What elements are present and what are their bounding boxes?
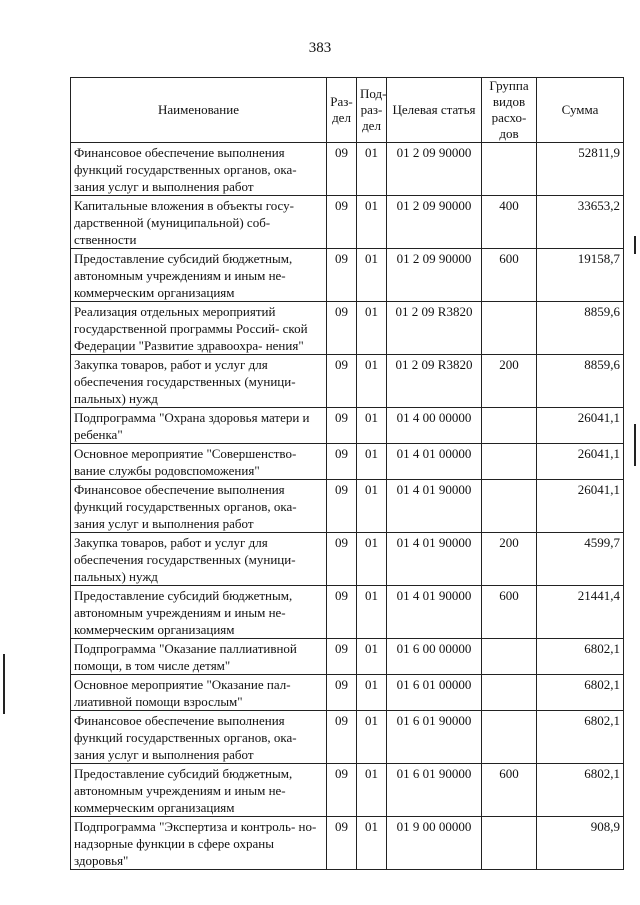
- table-row: [71, 764, 624, 817]
- cell-section: 09: [327, 639, 357, 675]
- cell-section: 09: [327, 817, 357, 870]
- cell-sum: 6802,1: [537, 639, 624, 675]
- cell-target: 01 2 09 90000: [387, 196, 482, 249]
- cell-section: 09: [327, 302, 357, 355]
- cell-sum: 19158,7: [537, 249, 624, 302]
- cell-sum: 6802,1: [537, 764, 624, 817]
- cell-target: 01 4 01 90000: [387, 586, 482, 639]
- cell-name: Закупка товаров, работ и услуг для обеспечения государственных (муници- пальных) нужд: [71, 355, 327, 408]
- cell-name: Подпрограмма "Охрана здоровья матери и ребенка": [71, 408, 327, 444]
- cell-subsection: 01: [357, 302, 387, 355]
- cell-group: [482, 302, 537, 355]
- cell-target: 01 2 09 R3820: [387, 355, 482, 408]
- table-row: [71, 302, 624, 355]
- cell-group: [482, 143, 537, 196]
- cell-sum: 6802,1: [537, 675, 624, 711]
- cell-name: Закупка товаров, работ и услуг для обеспечения государственных (муници- пальных) нужд: [71, 533, 327, 586]
- cell-subsection: 01: [357, 533, 387, 586]
- header-subsection: Под- раз- дел: [357, 78, 387, 143]
- cell-name: Финансовое обеспечение выполнения функций государственных органов, ока- зания услуг и выполнения работ: [71, 480, 327, 533]
- cell-subsection: 01: [357, 196, 387, 249]
- cell-subsection: 01: [357, 408, 387, 444]
- cell-subsection: 01: [357, 480, 387, 533]
- cell-section: 09: [327, 143, 357, 196]
- cell-sum: 4599,7: [537, 533, 624, 586]
- cell-subsection: 01: [357, 639, 387, 675]
- table-row: [71, 533, 624, 586]
- cell-name: Основное мероприятие "Совершенство- вание службы родовспоможения": [71, 444, 327, 480]
- cell-name: Подпрограмма "Экспертиза и контроль- но-надзорные функции в сфере охраны здоровья": [71, 817, 327, 870]
- cell-sum: 8859,6: [537, 302, 624, 355]
- table-body: [71, 143, 624, 870]
- cell-name: Предоставление субсидий бюджетным, автономным учреждениям и иным не- коммерческим организациям: [71, 764, 327, 817]
- cell-group: [482, 817, 537, 870]
- cell-target: 01 4 00 00000: [387, 408, 482, 444]
- table-header-row: [71, 78, 624, 143]
- table-row: [71, 249, 624, 302]
- cell-target: 01 2 09 R3820: [387, 302, 482, 355]
- cell-section: 09: [327, 586, 357, 639]
- cell-sum: 33653,2: [537, 196, 624, 249]
- table-row: [71, 408, 624, 444]
- cell-target: 01 6 00 00000: [387, 639, 482, 675]
- cell-group: 600: [482, 764, 537, 817]
- cell-subsection: 01: [357, 764, 387, 817]
- cell-group: 400: [482, 196, 537, 249]
- cell-sum: 26041,1: [537, 480, 624, 533]
- cell-sum: 26041,1: [537, 408, 624, 444]
- cell-group: [482, 711, 537, 764]
- cell-group: [482, 480, 537, 533]
- cell-section: 09: [327, 764, 357, 817]
- cell-sum: 26041,1: [537, 444, 624, 480]
- cell-target: 01 6 01 00000: [387, 675, 482, 711]
- cell-target: 01 2 09 90000: [387, 249, 482, 302]
- scan-edge-mark: [634, 424, 636, 466]
- header-sum: Сумма: [537, 78, 624, 143]
- cell-name: Капитальные вложения в объекты госу- дарственной (муниципальной) соб- ственности: [71, 196, 327, 249]
- table-row: [71, 480, 624, 533]
- cell-name: Предоставление субсидий бюджетным, автономным учреждениям и иным не- коммерческим организациям: [71, 249, 327, 302]
- cell-subsection: 01: [357, 711, 387, 764]
- cell-sum: 21441,4: [537, 586, 624, 639]
- cell-group: 600: [482, 249, 537, 302]
- cell-subsection: 01: [357, 675, 387, 711]
- cell-sum: 8859,6: [537, 355, 624, 408]
- table-row: [71, 143, 624, 196]
- cell-target: 01 4 01 90000: [387, 533, 482, 586]
- cell-subsection: 01: [357, 586, 387, 639]
- cell-sum: 52811,9: [537, 143, 624, 196]
- cell-section: 09: [327, 533, 357, 586]
- cell-name: Основное мероприятие "Оказание пал- лиативной помощи взрослым": [71, 675, 327, 711]
- scan-edge-mark: [3, 654, 5, 714]
- header-section: Раз- дел: [327, 78, 357, 143]
- cell-subsection: 01: [357, 444, 387, 480]
- table-row: [71, 711, 624, 764]
- cell-group: 600: [482, 586, 537, 639]
- cell-section: 09: [327, 444, 357, 480]
- page-number: 383: [308, 40, 332, 56]
- cell-subsection: 01: [357, 249, 387, 302]
- cell-target: 01 9 00 00000: [387, 817, 482, 870]
- cell-group: [482, 408, 537, 444]
- cell-name: Финансовое обеспечение выполнения функций государственных органов, ока- зания услуг и выполнения работ: [71, 711, 327, 764]
- table-row: [71, 817, 624, 870]
- cell-section: 09: [327, 480, 357, 533]
- cell-sum: 908,9: [537, 817, 624, 870]
- cell-target: 01 6 01 90000: [387, 711, 482, 764]
- cell-section: 09: [327, 675, 357, 711]
- cell-name: Реализация отдельных мероприятий государственной программы Россий- ской Федерации "Развитие здравоохра- нения": [71, 302, 327, 355]
- cell-subsection: 01: [357, 355, 387, 408]
- cell-group: 200: [482, 533, 537, 586]
- cell-group: [482, 639, 537, 675]
- cell-subsection: 01: [357, 143, 387, 196]
- budget-table: [70, 77, 624, 870]
- table-row: [71, 196, 624, 249]
- header-group: Группа видов расхо- дов: [482, 78, 537, 143]
- cell-name: Финансовое обеспечение выполнения функций государственных органов, ока- зания услуг и выполнения работ: [71, 143, 327, 196]
- table-row: [71, 586, 624, 639]
- cell-subsection: 01: [357, 817, 387, 870]
- cell-target: 01 4 01 00000: [387, 444, 482, 480]
- cell-target: 01 2 09 90000: [387, 143, 482, 196]
- table-row: [71, 675, 624, 711]
- scan-edge-mark: [634, 236, 636, 254]
- cell-sum: 6802,1: [537, 711, 624, 764]
- cell-section: 09: [327, 196, 357, 249]
- cell-section: 09: [327, 355, 357, 408]
- table-row: [71, 355, 624, 408]
- cell-group: 200: [482, 355, 537, 408]
- cell-name: Подпрограмма "Оказание паллиативной помощи, в том числе детям": [71, 639, 327, 675]
- table-row: [71, 639, 624, 675]
- cell-section: 09: [327, 249, 357, 302]
- cell-target: 01 6 01 90000: [387, 764, 482, 817]
- cell-section: 09: [327, 711, 357, 764]
- cell-group: [482, 444, 537, 480]
- cell-name: Предоставление субсидий бюджетным, автономным учреждениям и иным не- коммерческим организациям: [71, 586, 327, 639]
- cell-section: 09: [327, 408, 357, 444]
- table-row: [71, 444, 624, 480]
- header-target: Целевая статья: [387, 78, 482, 143]
- cell-group: [482, 675, 537, 711]
- cell-target: 01 4 01 90000: [387, 480, 482, 533]
- header-name: Наименование: [71, 78, 327, 143]
